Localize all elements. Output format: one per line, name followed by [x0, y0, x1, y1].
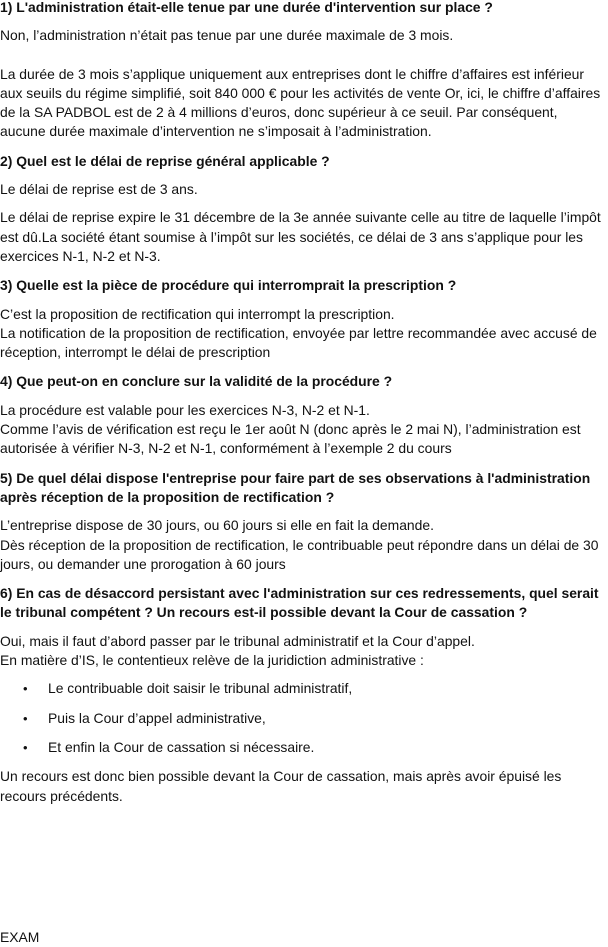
question-2: 2) Quel est le délai de reprise général applicable ? [0, 152, 330, 169]
footer-label: EXAM [0, 929, 40, 945]
detail-4: Comme l’avis de vérification est reçu le 1er août N (donc après le 2 mai N), l’administration est autorisée à vérifier N-3, N-2 et N-1, conformément à l’exemple 2 du cours [0, 421, 581, 457]
list-item [0, 738, 604, 757]
bullet-icon: • [23, 710, 28, 726]
question-5: 5) De quel délai dispose l'entreprise pour faire part de ses observations à l'administration après réception de la proposition de rectification ? [0, 469, 591, 505]
conclusion-6: Un recours est donc bien possible devant la Cour de cassation, mais après avoir épuisé les recours précédents. [0, 768, 562, 804]
court-list [0, 679, 604, 757]
list-item-text: Et enfin la Cour de cassation si nécessaire. [48, 738, 315, 755]
list-item [0, 709, 604, 728]
answer-2: Le délai de reprise est de 3 ans. [0, 181, 198, 198]
intro-6: En matière d’IS, le contentieux relève de la juridiction administrative : [0, 652, 424, 669]
detail-3: La notification de la proposition de rectification, envoyée par lettre recommandée avec accusé de réception, interrompt le délai de prescription [0, 324, 597, 361]
question-3: 3) Quelle est la pièce de procédure qui interromprait la prescription ? [0, 277, 457, 294]
question-4: 4) Que peut-on en conclure sur la validité de la procédure ? [0, 373, 393, 390]
detail-1: La durée de 3 mois s’applique uniquement aux entreprises dont le chiffre d’affaires est inférieur aux seuils du régime simplifié, soit 840 000 € pour les activités de vente Or, ici, le chiffre d’affaires de la SA PADBOL est de 2 à 4 millions d’euros, donc supérieur à ce seuil. Par conséquent, aucune durée maximale d’intervention ne s’imposait à l’administration. [0, 65, 601, 140]
list-item-text: Le contribuable doit saisir le tribunal administratif, [48, 680, 353, 697]
answer-5: L’entreprise dispose de 30 jours, ou 60 jours si elle en fait la demande. [0, 517, 434, 534]
question-1: 1) L'administration était-elle tenue par une durée d'intervention sur place ? [0, 0, 493, 15]
bullet-icon: • [23, 739, 28, 755]
list-item [0, 679, 604, 698]
answer-1: Non, l’administration n’était pas tenue par une durée maximale de 3 mois. [0, 27, 454, 44]
list-item-text: Puis la Cour d’appel administrative, [48, 709, 266, 726]
detail-2: Le délai de reprise expire le 31 décembre de la 3e année suivante celle au titre de laquelle l’impôt est dû.La société étant soumise à l’impôt sur les sociétés, ce délai de 3 ans s’applique pour les exercices N-1, N-2 et N-3. [0, 209, 601, 264]
answer-6: Oui, mais il faut d’abord passer par le tribunal administratif et la Cour d’appel. [0, 632, 475, 649]
bullet-icon: • [23, 681, 28, 697]
detail-5: Dès réception de la proposition de rectification, le contribuable peut répondre dans un délai de 30 jours, ou demander une prorogation à 60 jours [0, 536, 599, 572]
question-6: 6) En cas de désaccord persistant avec l'administration sur ces redressements, quel serait le tribunal compétent ? Un recours est-il possible devant la Cour de cassation ? [0, 585, 599, 621]
answer-4: La procédure est valable pour les exercices N-3, N-2 et N-1. [0, 401, 370, 418]
answer-3: C’est la proposition de rectification qui interrompt la prescription. [0, 305, 395, 322]
